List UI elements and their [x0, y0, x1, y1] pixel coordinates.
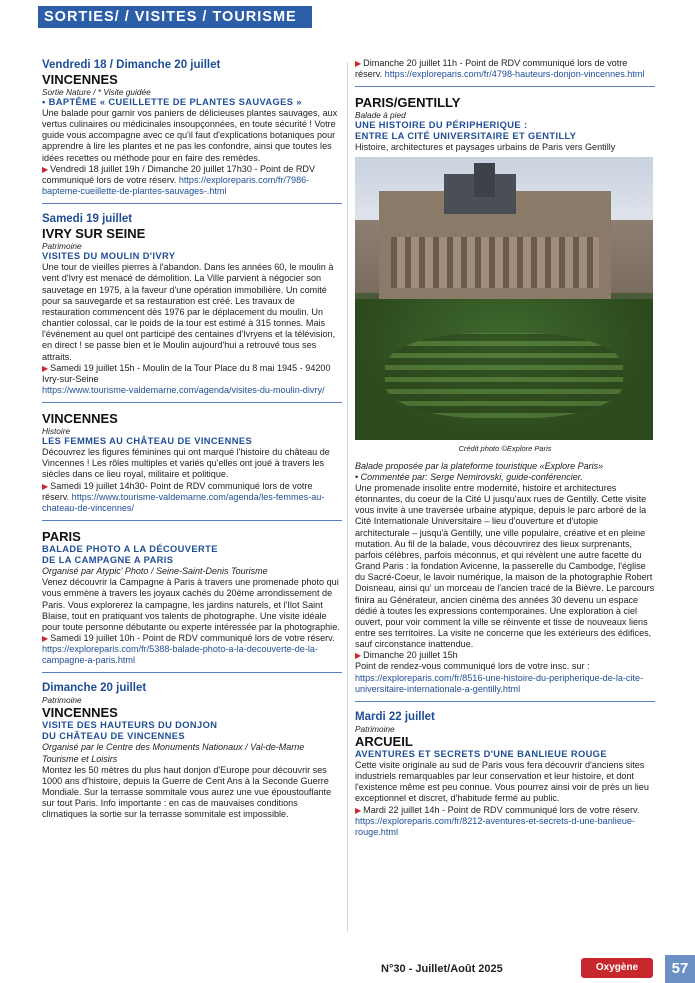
arrow-icon: ▶	[355, 805, 362, 815]
event-title: VISITE DES HAUTEURS DU DONJON	[42, 720, 218, 731]
event-info: ▶ Mardi 22 juillet 14h - Point de RDV communiqué lors de votre réserv.	[355, 804, 640, 815]
event-link[interactable]: https://exploreparis.com/fr/5388-balade-photo-a-la-decouverte-de-la-campagne-a-paris.html	[42, 644, 318, 666]
event-category: Balade à pied	[355, 110, 406, 121]
event-block	[42, 212, 342, 403]
event-date: Samedi 19 juillet	[42, 213, 133, 226]
event-block	[355, 95, 655, 702]
arrow-icon: ▶	[355, 651, 362, 661]
event-subtitle: Histoire, architectures et paysages urbains de Paris vers Gentilly	[355, 142, 616, 153]
event-category: Sortie Nature / * Visite guidée	[42, 87, 151, 97]
event-description: Cette visite originale au sud de Paris vous fera découvrir d'anciens sites industriels remarquables par leur conservation et leur histoire, et dont l'existence même est peu connue. Vous pourrez ainsi voir de près un lieu exceptionnel et discret, d'habitude fermé au public.	[355, 759, 649, 804]
event-place: VINCENNES	[42, 411, 118, 427]
left-column	[42, 58, 342, 835]
event-link[interactable]: https://exploreparis.com/fr/4798-hauteurs-donjon-vincennes.html	[384, 69, 645, 80]
event-info: ▶ Dimanche 20 juillet 15h	[355, 650, 458, 661]
event-organizer: Organisé par le Centre des Monuments Nationaux / Val-de-Marne Tourisme et Loisirs	[42, 742, 305, 764]
event-title: VISITES DU MOULIN D'IVRY	[42, 251, 176, 262]
event-info-2: Point de rendez-vous communiqué lors de votre insc. sur : https://exploreparis.com/fr/8516-une-histoire-du-peripherique-de-la-cite-universitaire-internationale-a-gentilly.html	[355, 661, 644, 694]
issue-label: N°30 - Juillet/Août 2025	[381, 963, 503, 975]
event-category: Patrimoine	[42, 695, 82, 706]
event-title: AVENTURES ET SECRETS D'UNE BANLIEUE ROUGE	[355, 748, 607, 759]
event-description: Découvrez les figures féminines qui ont marqué l'histoire du château de Vincennes ! Les rôles multiples et variés qu'elles ont joué à travers les siècles dans ce lieu royal, militaire et politique.	[42, 447, 330, 480]
event-block	[42, 58, 342, 204]
event-description: Venez découvrir la Campagne à Paris à travers une promenade photo qui vous emmène à travers les joyaux cachés du 20ème arrondissement de Paris. Vous explorerez la campagne, les jardins naturels, et l'Ilot Saint Blaise, tout en pratiquant vos talents de photographe. Une visite idéale pour toute personne débutante ou experte intéressée par la photographie.	[42, 577, 340, 632]
event-description: Une promenade insolite entre modernité, histoire et architectures étonnantes, du coeur de la Cité U jusqu'aux rues de Gentilly. Cette visite vous invite à une traversée urbaine atypique, depuis le parc arboré de la Cité Internationale Universitaire – lieu d'ouverture et d'utopie architecturale – jusqu'à Gentilly, une ville populaire, créative et en pleine mutation. Au fil de la balade, vous découvrirez des lieux surprenants, parfois célèbres, parfois méconnus, et qui révèlent une autre facette du Grand Paris : la fondation Avicenne, la passerelle du Cambodge, l'église du Sacré-Coeur, le lavoir numérique, la maison de la photographie Robert Doisneau, ainsi qu' un morceau de l'ancien tracé de la Bièvre. Le parcours finira au Générateur, ancien cinéma des années 30 devenu un espace dédié à toutes les expressions contemporaines. Une exploration à ciel ouvert, pour voir comment la ville se réinvente et tisse de nouveaux liens entre ses territoires. La visite ne concerne que les extérieurs des édifices, sauf circonstance inattendue.	[355, 482, 655, 650]
event-link[interactable]: https://exploreparis.com/fr/8212-aventures-et-secrets-d-une-banlieue-rouge.html	[355, 815, 636, 837]
event-info: ▶ Dimanche 20 juillet 11h - Point de RDV communiqué lors de votre réserv. https://exploreparis.com/fr/4798-hauteurs-donjon-vincennes.html	[355, 58, 645, 80]
event-place: PARIS/GENTILLY	[355, 95, 461, 111]
event-block	[42, 681, 342, 826]
event-title-line2: DU CHÂTEAU DE VINCENNES	[42, 731, 185, 742]
page-number: 57	[665, 955, 695, 983]
photo-caption: Crédit photo ©Explore Paris	[458, 444, 552, 454]
event-organizer: Organisé par Atypic' Photo / Seine-Saint-Denis Tourisme	[42, 566, 268, 577]
event-date: Dimanche 20 juillet	[42, 682, 147, 695]
event-block	[355, 710, 655, 844]
event-photo	[355, 157, 653, 440]
arrow-icon: ▶	[42, 363, 49, 373]
section-header: SORTIES/ / VISITES / TOURISME	[38, 6, 312, 28]
photo-windows	[391, 237, 600, 288]
event-info: ▶ Samedi 19 juillet 15h - Moulin de la Tour Place du 8 mai 1945 - 94200 Ivry-sur-Seine	[42, 362, 331, 384]
event-title: BALADE PHOTO A LA DÉCOUVERTE	[42, 544, 218, 555]
event-description: Montez les 50 mètres du plus haut donjon d'Europe pour découvrir ses 1000 ans d'histoire, depuis la Guerre de Cent Ans à la Seconde Guerre Mondiale. Sur la terrasse sommitale vous aurez une vue époustouflante sur tout Paris. Info importante : en cas de mauvaises conditions climatiques la sortie sur la terrasse sommitale est impossible.	[42, 764, 332, 820]
photo-maze	[385, 333, 623, 418]
event-place: PARIS	[42, 529, 81, 545]
event-link[interactable]: https://exploreparis.com/fr/8516-une-histoire-du-peripherique-de-la-cite-universitaire-internationale-a-gentilly.html	[355, 672, 644, 694]
event-title: UNE HISTOIRE DU PÉRIPHERIQUE :	[355, 120, 528, 131]
right-column	[355, 58, 655, 852]
event-block	[42, 529, 342, 673]
event-link[interactable]: https://www.tourisme-valdemarne.com/agenda/visites-du-moulin-divry/	[42, 384, 325, 395]
photo-tower	[474, 163, 495, 197]
event-title: LES FEMMES AU CHÂTEAU DE VINCENNES	[42, 436, 253, 447]
event-description: Une balade pour garnir vos paniers de délicieuses plantes sauvages, aux vertus culinaires ou médicinales insoupçonnées, en toute sécurité ! Votre guide vous accompagne avec ce qu'il faut d'explications botaniques pour apprendre à lire les plantes et ne pas les confondre, ainsi que toutes les idées recettes ou méthode pour en faire des remèdes.	[42, 108, 338, 163]
event-platform: Balade proposée par la plateforme touristique «Explore Paris»	[355, 460, 604, 471]
event-description: Une tour de vieilles pierres à l'abandon. Dans les années 60, le moulin à vent d'Ivry est menacé de démolition. La Ville parvient à négocier son sauvetage en 1975, à la faveur d'une opération immobilière. Un comité pour sa sauvegarde et sa restauration est créé. Les travaux de restauration commencent dès 1976 par le déplacement du moulin. Un chantier colossal, car le poids de la tour est estimé à 315 tonnes. Mais l'événement au quel ont participé des centaines d'Ivryens et la télévision, en direct ! se passe bien et le Moulin aujourd'hui a retrouvé tous ses attraits.	[42, 262, 336, 362]
event-block	[42, 411, 342, 521]
arrow-icon: ▶	[42, 481, 49, 491]
event-category: Patrimoine	[42, 241, 82, 252]
magazine-logo: Oxygène	[581, 958, 653, 978]
event-date: Vendredi 18 / Dimanche 20 juillet	[42, 59, 221, 71]
event-place: ARCUEIL	[355, 733, 413, 749]
event-info: ▶ Vendredi 18 juillet 19h / Dimanche 20 juillet 17h30 - Point de RDV communiqué lors de votre réserv. https://exploreparis.com/fr/7986-bapteme-cueillette-de-plantes-sauvages-.html	[42, 163, 316, 197]
event-category: Histoire	[42, 426, 71, 437]
event-title-line2: ENTRE LA CITÉ UNIVERSITAIRE ET GENTILLY	[355, 131, 577, 142]
column-divider	[347, 62, 348, 932]
arrow-icon: ▶	[42, 634, 49, 643]
event-info: ▶ Samedi 19 juillet 10h - Point de RDV communiqué lors de votre réserv. https://exploreparis.com/fr/5388-balade-photo-a-la-decouverte-de-la-campagne-a-paris.html	[42, 633, 335, 666]
event-title: • BAPTÊME « CUEILLETTE DE PLANTES SAUVAGES »	[42, 97, 302, 107]
event-category: Patrimoine	[355, 723, 395, 734]
event-place: IVRY SUR SEINE	[42, 226, 146, 242]
event-link[interactable]: https://www.tourisme-valdemarne.com/agenda/les-femmes-au-chateau-de-vincennes/	[42, 491, 325, 513]
event-place: VINCENNES	[42, 705, 118, 721]
event-guide: • Commentée par: Serge Nemirovski, guide-conférencier.	[355, 471, 583, 482]
event-info: ▶ Samedi 19 juillet 14h30- Point de RDV communiqué lors de votre réserv. https://www.tourisme-valdemarne.com/agenda/les-femmes-au-chateau-de-vincennes/	[42, 480, 325, 513]
arrow-icon: ▶	[42, 164, 49, 174]
arrow-icon: ▶	[355, 59, 362, 68]
event-continuation	[355, 58, 655, 87]
event-place: VINCENNES	[42, 72, 118, 87]
event-link[interactable]: https://exploreparis.com/fr/7986-bapteme-cueillette-de-plantes-sauvages-.html	[42, 174, 310, 197]
event-date: Mardi 22 juillet	[355, 710, 435, 723]
event-title-line2: DE LA CAMPAGNE A PARIS	[42, 555, 174, 566]
